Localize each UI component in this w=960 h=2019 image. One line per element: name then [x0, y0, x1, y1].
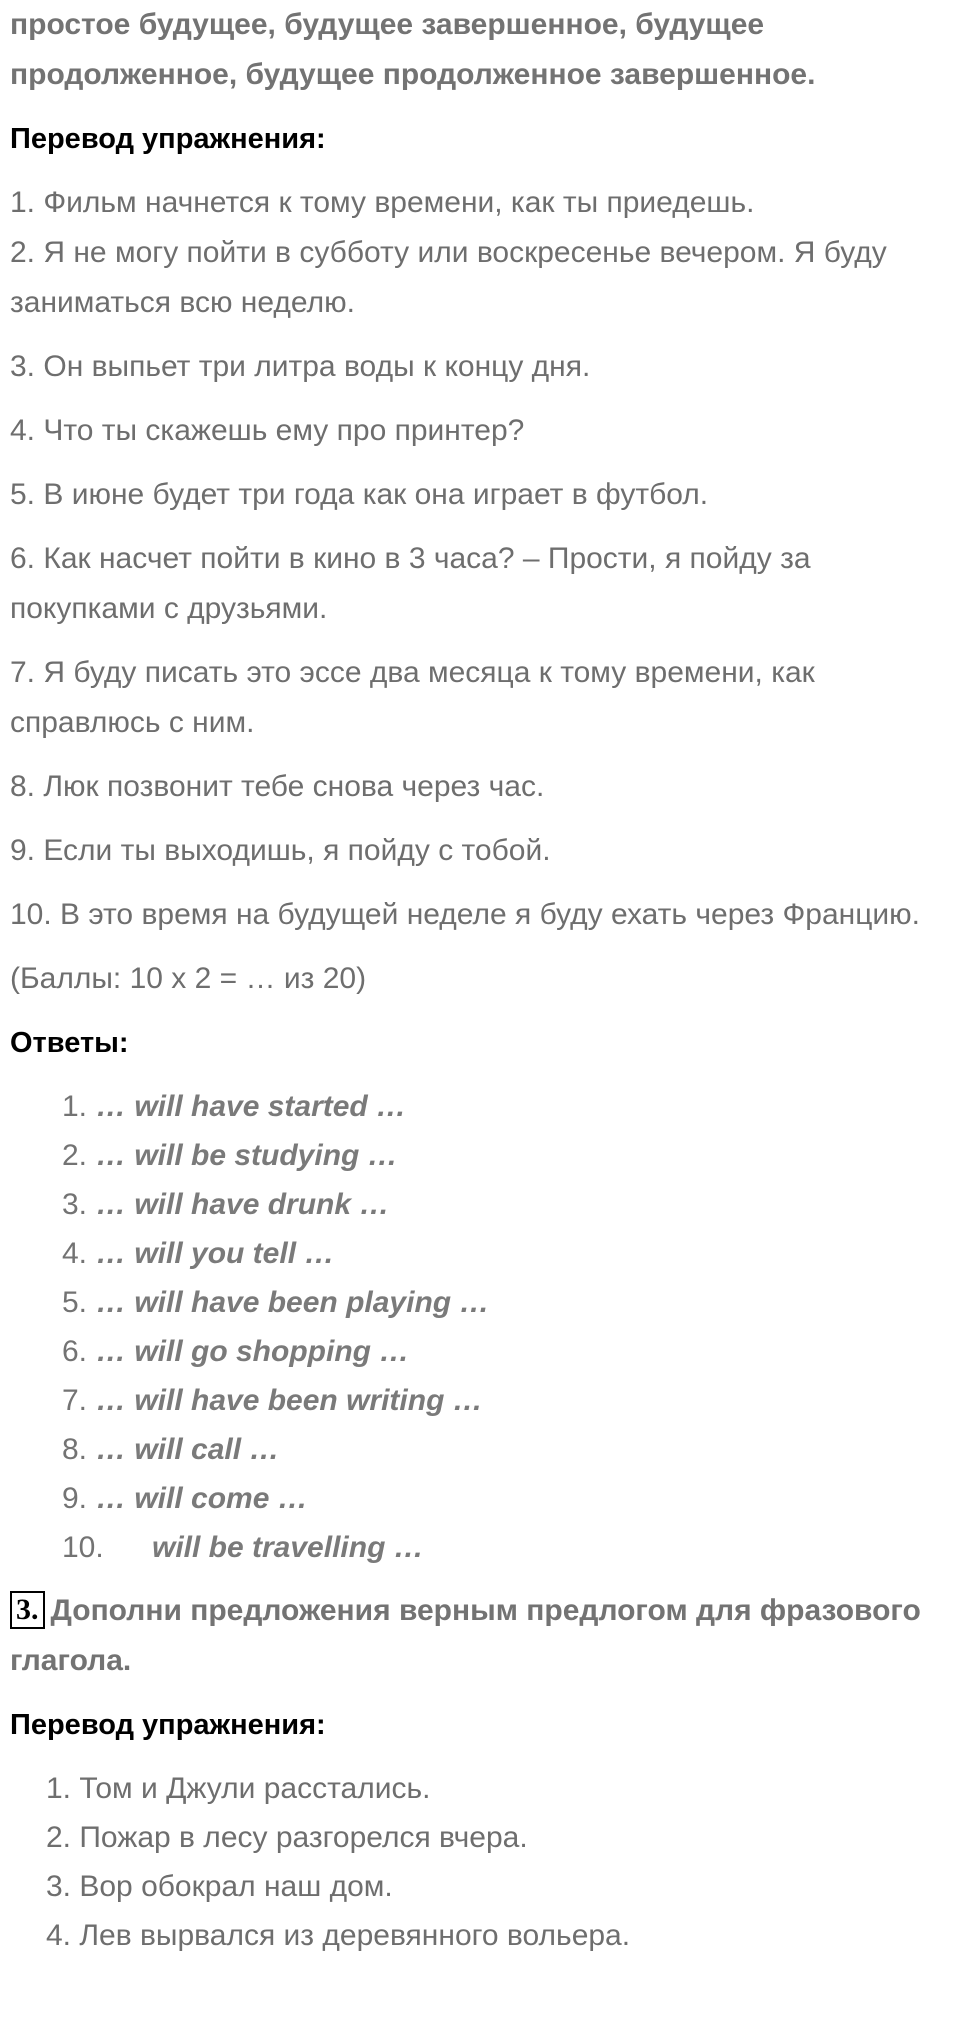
answer-item: 8. … will call … — [62, 1433, 280, 1466]
answer-item: 1. … will have started … — [62, 1090, 407, 1123]
answer-item: 9. … will come … — [62, 1482, 308, 1515]
translation-heading: Перевод упражнения: — [10, 123, 326, 155]
score-line: (Баллы: 10 x 2 = … из 20) — [10, 962, 367, 995]
translation-item: 10. В это время на будущей неделе я буду ехать через Францию. — [10, 898, 921, 931]
task-3-instruction — [10, 1586, 950, 1686]
translation-list-2 — [10, 1764, 950, 1960]
translation-item: 6. Как насчет пойти в кино в 3 часа? – Прости, я пойду за покупками с друзьями. — [10, 542, 811, 625]
translation-heading-2: Перевод упражнения: — [10, 1709, 326, 1741]
answer-item: 4. … will you tell … — [62, 1237, 335, 1270]
translation-item: 1. Фильм начнется к тому времени, как ты приедешь. — [10, 186, 755, 219]
translation-item: 8. Люк позвонит тебе снова через час. — [10, 770, 545, 803]
answer-item: 5. … will have been playing … — [62, 1286, 490, 1319]
translation-item: 5. В июне будет три года как она играет в футбол. — [10, 478, 709, 511]
answer-item: 3. … will have drunk … — [62, 1188, 390, 1221]
translation-item: 4. Что ты скажешь ему про принтер? — [10, 414, 525, 447]
answers-list — [10, 1082, 950, 1572]
translation-item: 3. Он выпьет три литра воды к концу дня. — [10, 350, 591, 383]
translation-item-2: 1. Том и Джули расстались. — [46, 1772, 431, 1805]
task-3-text: Дополни предложения верным предлогом для фразового глагола. — [10, 1594, 921, 1677]
translation-item: 9. Если ты выходишь, я пойду с тобой. — [10, 834, 551, 867]
translation-item: 7. Я буду писать это эссе два месяца к тому времени, как справлюсь с ним. — [10, 656, 815, 739]
translation-item-2: 2. Пожар в лесу разгорелся вчера. — [46, 1821, 528, 1854]
translation-item-2: 4. Лев вырвался из деревянного вольера. — [46, 1919, 631, 1952]
answer-item: 2. … will be studying … — [62, 1139, 398, 1172]
answer-item: 6. … will go shopping … — [62, 1335, 410, 1368]
translation-item: 2. Я не могу пойти в субботу или воскресенье вечером. Я буду заниматься всю неделю. — [10, 236, 887, 319]
intro-paragraph: простое будущее, будущее завершенное, будущее продолженное, будущее продолженное завершенное. — [10, 8, 816, 91]
translation-item-2: 3. Вор обокрал наш дом. — [46, 1870, 393, 1903]
answers-heading: Ответы: — [10, 1027, 129, 1059]
answer-item: 10. will be travelling … — [62, 1531, 424, 1564]
task-number-badge: 3. — [10, 1591, 45, 1629]
answer-item: 7. … will have been writing … — [62, 1384, 483, 1417]
